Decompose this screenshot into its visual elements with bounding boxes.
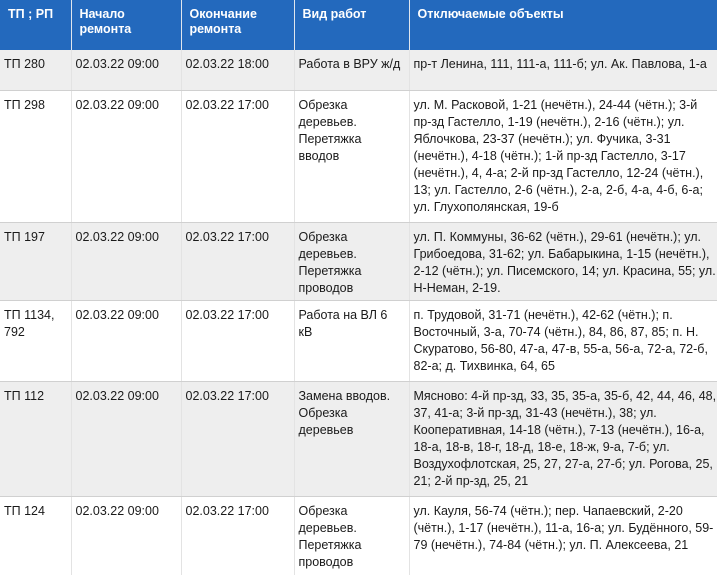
cell-objects: Мясново: 4-й пр-зд, 33, 35, 35-а, 35-б, 42, 44, 46, 48, 37, 41-а; 3-й пр-зд, 31-43 (нечётн.), 38; ул. Кооперативная, 14-18 (чётн.), 7-13 (нечётн.), 16-а, 18-а, 18-в, 18-г, 18-д, 18-е, 18-ж, 9-а, 7-б; ул. Воздухофлотская, 25, 27, 27-а, 27-б; ул. Рогова, 25, 21; 2-й пр-зд, 25, 21 [409,381,717,496]
cell-work-type: Обрезка деревьев. Перетяжка вводов [294,90,409,222]
table-row [0,90,717,222]
cell-objects: п. Трудовой, 31-71 (нечётн.), 42-62 (чётн.); п. Восточный, 3-а, 70-74 (чётн.), 84, 86, 87, 85; п. Н. Скуратово, 56-80, 47-а, 47-в, 55-а, 56-а, 72-а, 72-б, 82-а; д. Тихвинка, 64, 65 [409,300,717,381]
cell-tp: ТП 298 [0,90,71,222]
cell-work-type: Работа на ВЛ 6 кВ [294,300,409,381]
cell-start: 02.03.22 09:00 [71,381,181,496]
cell-work-type: Обрезка деревьев. Перетяжка проводов [294,496,409,575]
header-end: Окончание ремонта [181,0,294,50]
cell-end: 02.03.22 18:00 [181,50,294,90]
table-header [0,0,717,50]
cell-objects: ул. М. Расковой, 1-21 (нечётн.), 24-44 (чётн.); 3-й пр-зд Гастелло, 1-19 (нечётн.), 2-16 (чётн.); ул. Яблочкова, 23-37 (нечётн.); ул. Фучика, 3-31 (нечётн.), 4-18 (чётн.); 1-й пр-зд Гастелло, 3-17 (нечётн.), 4, 4-а; 2-й пр-зд Гастелло, 12-24 (чётн.), 13; ул. Гастелло, 2-6 (чётн.), 2-а, 2-б, 4-а, 4-б, 6-а; ул. Глухополянская, 19-б [409,90,717,222]
header-start: Начало ремонта [71,0,181,50]
table-row [0,222,717,300]
header-tp: ТП ; РП [0,0,71,50]
header-work-type: Вид работ [294,0,409,50]
header-row [0,0,717,50]
cell-tp: ТП 112 [0,381,71,496]
cell-start: 02.03.22 09:00 [71,496,181,575]
cell-end: 02.03.22 17:00 [181,496,294,575]
cell-work-type: Обрезка деревьев. Перетяжка проводов [294,222,409,300]
cell-end: 02.03.22 17:00 [181,381,294,496]
table-row [0,496,717,575]
cell-tp: ТП 280 [0,50,71,90]
cell-tp: ТП 124 [0,496,71,575]
table-body [0,50,717,575]
cell-start: 02.03.22 09:00 [71,300,181,381]
cell-work-type: Работа в ВРУ ж/д [294,50,409,90]
table-row [0,381,717,496]
cell-objects: пр-т Ленина, 111, 111-а, 111-б; ул. Ак. Павлова, 1-а [409,50,717,90]
table-row [0,300,717,381]
cell-start: 02.03.22 09:00 [71,90,181,222]
header-objects: Отключаемые объекты [409,0,717,50]
cell-objects: ул. П. Коммуны, 36-62 (чётн.), 29-61 (нечётн.); ул. Грибоедова, 31-62; ул. Бабарыкина, 1-15 (нечётн.), 2-12 (чётн.); ул. Писемского, 14; ул. Красина, 55; ул. Н-Неман, 2-19. [409,222,717,300]
cell-end: 02.03.22 17:00 [181,222,294,300]
cell-end: 02.03.22 17:00 [181,300,294,381]
cell-start: 02.03.22 09:00 [71,222,181,300]
cell-tp: ТП 1134, 792 [0,300,71,381]
cell-objects: ул. Кауля, 56-74 (чётн.); пер. Чапаевский, 2-20 (чётн.), 1-17 (нечётн.), 11-а, 16-а; ул. Будённого, 59-79 (нечётн.), 74-84 (чётн.); ул. П. Алексеева, 21 [409,496,717,575]
cell-tp: ТП 197 [0,222,71,300]
table-row [0,50,717,90]
cell-end: 02.03.22 17:00 [181,90,294,222]
cell-start: 02.03.22 09:00 [71,50,181,90]
cell-work-type: Замена вводов. Обрезка деревьев [294,381,409,496]
